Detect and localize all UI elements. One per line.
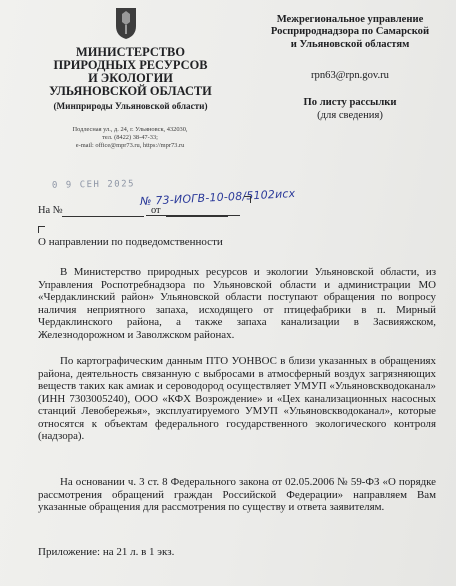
paragraph — [38, 266, 436, 341]
sender-address — [40, 126, 220, 151]
corner-mark — [38, 226, 45, 233]
address-line: e-mail: office@mpr73.ru, https://mpr73.ru — [75, 142, 185, 150]
date-stamp: 0 9 СЕН 2025 — [51, 179, 136, 191]
recipient-line: Межрегиональное управление — [276, 14, 424, 25]
paragraph-text: На основании ч. 3 ст. 8 Федерального закона от 02.05.2006 № 59-ФЗ «О порядке рассмотрения обращений граждан Российской Федерации» направляем Вам указанные обращения для рассмотрения по существу и ответа заявителям. — [38, 476, 436, 513]
address-line: тел. (8422) 38-47-33; — [102, 134, 158, 142]
na-label: На № — [38, 205, 63, 216]
address-line: Подлесная ул., д. 24, г. Ульяновск, 432030, — [72, 126, 188, 133]
org-name-line: МИНИСТЕРСТВО — [76, 45, 185, 59]
paragraph-text: В Министерство природных ресурсов и экологии Ульяновской области, из Управления Роспотребнадзора по Ульяновской области и администрации МО «Чердаклинский район» Ульяновской области поступают обращения по вопросу наличия неприятного запаха, исходящего от птицефабрики в п. Мирный Чердаклинского района, а также запаха канализации в Засвияжском, Железнодорожном и Заволжском районах. — [38, 266, 436, 341]
recipient-line: и Ульяновской областям — [290, 38, 410, 50]
ot-underline — [166, 216, 228, 217]
org-name-line: УЛЬЯНОВСКОЙ ОБЛАСТИ — [49, 84, 212, 98]
letter-subject: О направлении по подведомственности — [38, 236, 223, 248]
ot-label: от — [151, 205, 161, 216]
recipient-line: Росприроднадзора по Самарской — [270, 26, 430, 38]
sender-organization — [28, 46, 233, 113]
org-name-line: И ЭКОЛОГИИ — [88, 71, 173, 85]
coat-of-arms-icon — [114, 6, 138, 40]
paragraph — [38, 476, 436, 514]
paragraph — [38, 355, 436, 443]
distribution-title: По листу рассылки — [303, 97, 397, 108]
recipient-email: rpn63@rpn.gov.ru — [311, 70, 389, 81]
distribution-subtitle: (для сведения) — [317, 109, 383, 121]
org-short-name: (Минприроды Ульяновской области) — [53, 101, 208, 111]
paragraph-text: По картографическим данным ПТО УОНВОС в близи указанных в обращениях района, деятельность связанную с выбросами в атмосферный воздух загрязняющих веществ таких как амиак и сероводород осуществляет УМУП «Ульяновскводоканал» (ИНН 7303005240), ООО «КФХ Возрождение» и «Цех канализационных насосных станций Левобережья», эксплуатируемого УМУП «Ульяновскводоканал», которые относятся к объектам федерального государственного экологического контроля (надзора). — [38, 355, 436, 442]
registration-number: № 73-ИОГВ-10-08/5102исх — [139, 186, 296, 209]
recipient-block — [250, 14, 450, 51]
na-underline — [62, 216, 144, 217]
attachment-note: Приложение: на 21 л. в 1 экз. — [38, 546, 175, 558]
corner-mark — [244, 196, 251, 203]
org-name-line: ПРИРОДНЫХ РЕСУРСОВ — [53, 58, 208, 72]
distribution-note — [250, 97, 450, 122]
